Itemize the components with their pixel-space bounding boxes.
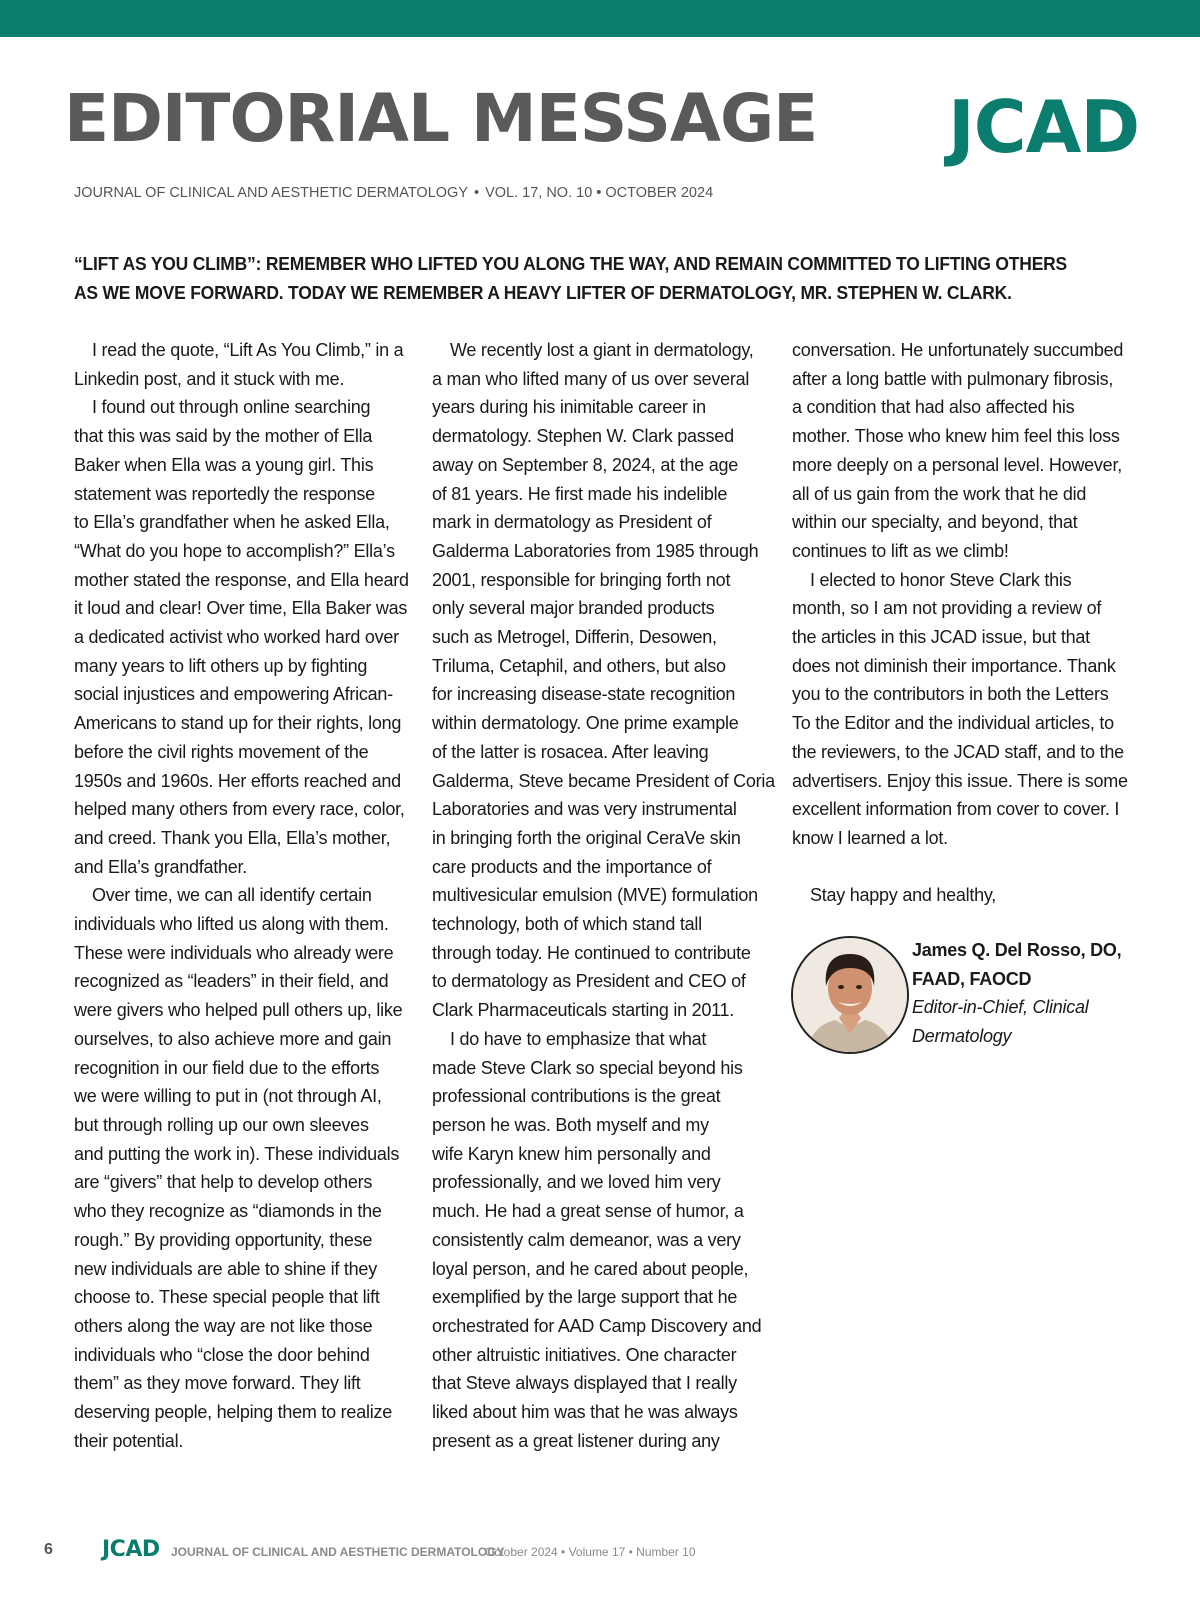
body-text-line: and putting the work in). These individuals: [74, 1143, 400, 1164]
body-text-line: Triluma, Cetaphil, and others, but also: [432, 655, 726, 676]
body-text-line: person he was. Both myself and my: [432, 1114, 709, 1135]
footer-jcad-logo: JCAD: [102, 1537, 160, 1562]
body-text-line: you to the contributors in both the Letters: [792, 684, 1109, 705]
body-text-line: ourselves, to also achieve more and gain: [74, 1028, 392, 1049]
body-text-line: after a long battle with pulmonary fibrosis,: [792, 368, 1114, 389]
body-text-line: Over time, we can all identify certain: [92, 885, 372, 906]
body-text-line: for increasing disease-state recognition: [432, 684, 736, 705]
body-text-line: These were individuals who already were: [74, 942, 394, 963]
body-text-line: individuals who lifted us along with them.: [74, 914, 389, 935]
body-text-line: and Ella’s grandfather.: [74, 856, 248, 877]
article-headline: “LIFT AS YOU CLIMB”: REMEMBER WHO LIFTED YOU ALONG THE WAY, AND REMAIN COMMITTED TO LIFTING OTHERS AS WE MOVE FORWARD. TODAY WE REMEMBER A HEAVY LIFTER OF DERMATOLOGY, MR. STEPHEN W. CLARK.: [74, 254, 1068, 303]
body-text-line: social injustices and empowering African-: [74, 684, 393, 705]
body-text-line: helped many others from every race, color,: [74, 799, 405, 820]
body-text-line: within our specialty, and beyond, that: [792, 512, 1078, 533]
body-text-line: Galderma, Steve became President of Coria: [432, 770, 775, 791]
body-text-line: I elected to honor Steve Clark this: [810, 569, 1072, 590]
body-text-line: the reviewers, to the JCAD staff, and to the: [792, 741, 1124, 762]
body-text-line: Laboratories and was very instrumental: [432, 799, 737, 820]
body-text-line: a dedicated activist who worked hard over: [74, 627, 399, 648]
body-text-line: know I learned a lot.: [792, 827, 948, 848]
body-text-line: I found out through online searching: [92, 397, 371, 418]
section-title: EDITORIAL MESSAGE: [64, 80, 818, 157]
body-text-line: care products and the importance of: [432, 856, 712, 877]
body-text-line: recognition in our field due to the efforts: [74, 1057, 380, 1078]
body-text-line: conversation. He unfortunately succumbed: [792, 340, 1124, 360]
body-text-line: such as Metrogel, Differin, Desowen,: [432, 627, 717, 648]
body-column-1: [74, 336, 409, 1455]
body-text-line: Americans to stand up for their rights, long: [74, 713, 402, 734]
body-text-line: mother. Those who knew him feel this loss: [792, 426, 1120, 447]
body-text-line: We recently lost a giant in dermatology,: [450, 340, 754, 360]
body-text-line: continues to lift as we climb!: [792, 540, 1009, 561]
top-accent-bar: [0, 0, 1200, 37]
body-text-line: mark in dermatology as President of: [432, 512, 712, 533]
body-text-line: excellent information from cover to cover. I: [792, 799, 1120, 820]
body-text-line: choose to. These special people that lift: [74, 1287, 380, 1308]
body-text-line: does not diminish their importance. Thank: [792, 655, 1116, 676]
body-text-line: deserving people, helping them to realize: [74, 1402, 392, 1423]
sign-off: Stay happy and healthy,: [810, 885, 997, 906]
body-text-line: others along the way are not like those: [74, 1315, 373, 1336]
body-text-line: Baker when Ella was a young girl. This: [74, 454, 374, 475]
body-text-line: loyal person, and he cared about people,: [432, 1258, 749, 1279]
body-text-line: multivesicular emulsion (MVE) formulation: [432, 885, 758, 906]
body-text-line: I read the quote, “Lift As You Climb,” in a: [92, 340, 404, 360]
body-text-line: and creed. Thank you Ella, Ella’s mother,: [74, 827, 391, 848]
body-text-line: more deeply on a personal level. However,: [792, 454, 1122, 475]
body-text-line: to dermatology as President and CEO of: [432, 971, 746, 992]
body-text-line: in bringing forth the original CeraVe skin: [432, 827, 741, 848]
body-text-line: through today. He continued to contribute: [432, 942, 751, 963]
body-text-line: their potential.: [74, 1430, 184, 1451]
body-text-line: before the civil rights movement of the: [74, 741, 369, 762]
body-text-line: wife Karyn knew him personally and: [432, 1143, 711, 1164]
page-number: 6: [44, 1541, 53, 1558]
body-text-line: within dermatology. One prime example: [432, 713, 739, 734]
body-text-line: advertisers. Enjoy this issue. There is some: [792, 770, 1128, 791]
body-text-line: present as a great listener during any: [432, 1430, 720, 1451]
body-text-line: 2001, responsible for bringing forth not: [432, 569, 731, 590]
body-text-line: to Ella’s grandfather when he asked Ella,: [74, 512, 390, 533]
body-text-line: statement was reportedly the response: [74, 483, 375, 504]
footer-journal-name: JOURNAL OF CLINICAL AND AESTHETIC DERMATOLOGY: [171, 1545, 505, 1559]
journal-name: JOURNAL OF CLINICAL AND AESTHETIC DERMATOLOGY: [74, 185, 468, 201]
body-text-line: consistently calm demeanor, was a very: [432, 1229, 741, 1250]
body-text-line: mother stated the response, and Ella heard: [74, 569, 409, 590]
body-text-line: are “givers” that help to develop others: [74, 1172, 373, 1193]
jcad-logo: JCAD: [948, 85, 1140, 169]
body-text-line: professionally, and we loved him very: [432, 1172, 721, 1193]
body-text-line: were givers who helped pull others up, like: [74, 1000, 403, 1021]
author-title-line1: Editor-in-Chief, Clinical: [912, 997, 1089, 1018]
separator-bullet: •: [474, 185, 480, 201]
body-text-line: exemplified by the large support that he: [432, 1287, 738, 1308]
body-column-2: [432, 336, 775, 1455]
body-text-line: only several major branded products: [432, 598, 715, 619]
body-column-3: [792, 336, 1128, 910]
column-3-lines: [792, 336, 1128, 853]
body-text-line: month, so I am not providing a review of: [792, 598, 1102, 619]
body-text-line: other altruistic initiatives. One character: [432, 1344, 737, 1365]
body-text-line: professional contributions is the great: [432, 1086, 721, 1107]
body-text-line: them” as they move forward. They lift: [74, 1373, 361, 1394]
issue-info: VOL. 17, NO. 10 • OCTOBER 2024: [485, 185, 714, 201]
body-text-line: but through rolling up our own sleeves: [74, 1114, 369, 1135]
author-name-line2: FAAD, FAOCD: [912, 968, 1032, 989]
body-text-line: of 81 years. He first made his indelible: [432, 483, 728, 504]
body-text-line: that this was said by the mother of Ella: [74, 426, 373, 447]
body-text-line: orchestrated for AAD Camp Discovery and: [432, 1315, 762, 1336]
author-name-line1: James Q. Del Rosso, DO,: [912, 940, 1122, 960]
body-text-line: “What do you hope to accomplish?” Ella’s: [74, 540, 395, 561]
body-text-line: much. He had a great sense of humor, a: [432, 1201, 744, 1222]
body-text-line: a condition that had also affected his: [792, 397, 1075, 418]
footer-issue-info: October 2024 • Volume 17 • Number 10: [485, 1545, 696, 1559]
author-text: [912, 936, 1121, 1051]
body-text-line: that Steve always displayed that I really: [432, 1373, 737, 1394]
author-block: [791, 936, 1151, 1056]
body-text-line: years during his inimitable career in: [432, 397, 706, 418]
body-text-line: we were willing to put in (not through AI,: [74, 1086, 382, 1107]
body-text-line: Linkedin post, and it stuck with me.: [74, 368, 345, 389]
body-text-line: recognized as “leaders” in their field, and: [74, 971, 389, 992]
author-photo: [791, 936, 909, 1054]
body-text-line: Clark Pharmaceuticals starting in 2011.: [432, 1000, 735, 1021]
body-text-line: I do have to emphasize that what: [450, 1028, 707, 1049]
body-text-line: To the Editor and the individual articles, to: [792, 713, 1114, 734]
author-portrait-icon: [793, 938, 907, 1052]
body-text-line: many years to lift others up by fighting: [74, 655, 368, 676]
author-title-line2: Dermatology: [912, 1026, 1012, 1047]
body-text-line: rough.” By providing opportunity, these: [74, 1229, 373, 1250]
body-text-line: technology, both of which stand tall: [432, 914, 702, 935]
body-text-line: away on September 8, 2024, at the age: [432, 454, 738, 475]
body-text-line: who they recognize as “diamonds in the: [74, 1201, 382, 1222]
journal-issue-line: [74, 185, 713, 201]
body-text-line: 1950s and 1960s. Her efforts reached and: [74, 770, 401, 791]
body-text-line: the articles in this JCAD issue, but that: [792, 627, 1090, 648]
body-text-line: new individuals are able to shine if they: [74, 1258, 377, 1279]
body-text-line: Galderma Laboratories from 1985 through: [432, 540, 759, 561]
body-text-line: individuals who “close the door behind: [74, 1344, 370, 1365]
body-text-line: dermatology. Stephen W. Clark passed: [432, 426, 734, 447]
body-text-line: of the latter is rosacea. After leaving: [432, 741, 709, 762]
body-text-line: liked about him was that he was always: [432, 1402, 738, 1423]
body-text-line: made Steve Clark so special beyond his: [432, 1057, 743, 1078]
page-footer: [0, 1537, 1200, 1573]
body-text-line: all of us gain from the work that he did: [792, 483, 1087, 504]
body-text-line: a man who lifted many of us over several: [432, 368, 750, 389]
body-text-line: it loud and clear! Over time, Ella Baker was: [74, 598, 408, 619]
